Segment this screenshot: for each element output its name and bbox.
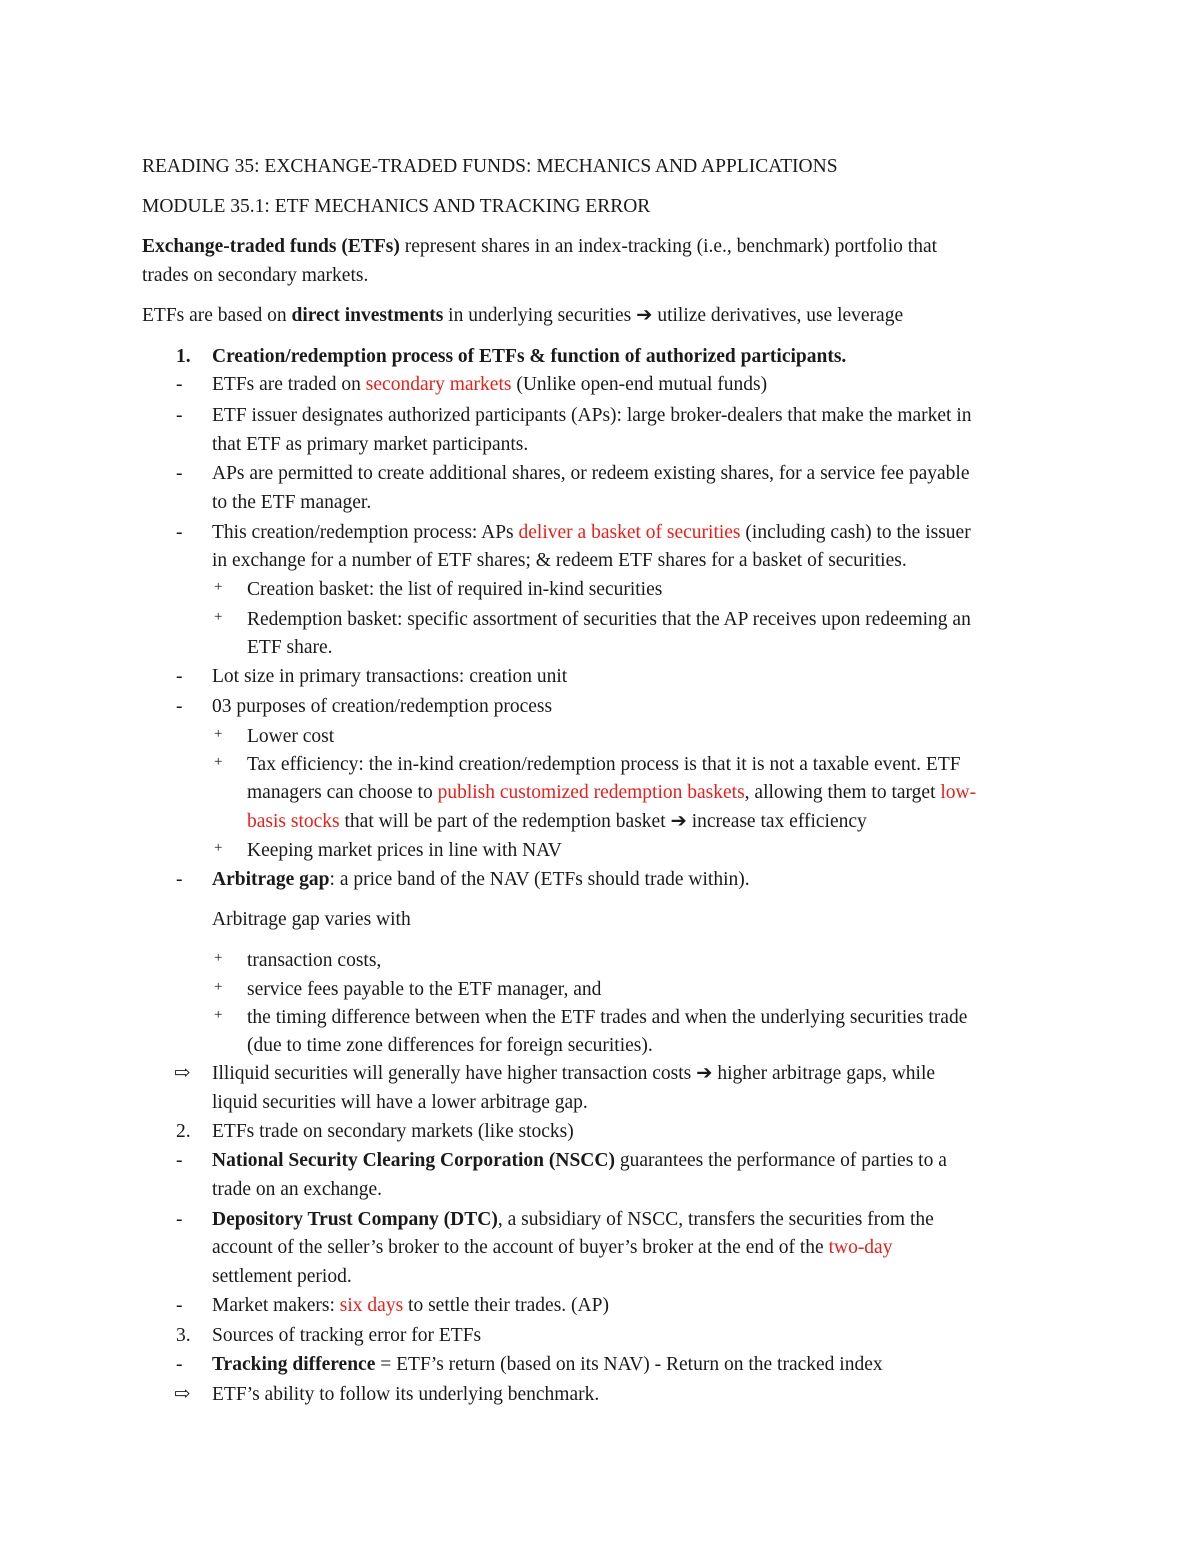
sub-redemption-basket-cont: ETF share. — [247, 637, 333, 658]
bullet-authorized-participants-cont: that ETF as primary market participants. — [212, 434, 529, 455]
module-title: MODULE 35.1: ETF MECHANICS AND TRACKING ERROR — [142, 196, 651, 217]
bullet-tracking-difference: Tracking difference = ETF’s return (based on its NAV) - Return on the tracked index — [212, 1354, 883, 1375]
plus-bullet: + — [214, 609, 223, 625]
dash-bullet: - — [176, 696, 183, 717]
dash-bullet: - — [176, 1209, 183, 1230]
dash-bullet: - — [176, 1295, 183, 1316]
intro-line-1 — [142, 237, 937, 257]
section-2-heading: ETFs trade on secondary markets (like stocks) — [212, 1121, 574, 1142]
purpose-lower-cost: Lower cost — [247, 726, 335, 747]
bullet-purposes: 03 purposes of creation/redemption process — [212, 696, 553, 717]
plus-bullet: + — [214, 840, 223, 856]
bullet-creation-process-cont: in exchange for a number of ETF shares; & redeem ETF shares for a basket of securities. — [212, 550, 907, 571]
plus-bullet: + — [214, 726, 223, 742]
dash-bullet: - — [176, 522, 183, 543]
direct-pre: ETFs are based on — [142, 305, 292, 326]
highlight-deliver-basket: deliver a basket of securities — [518, 522, 741, 543]
dash-bullet: - — [176, 1354, 183, 1375]
section-1-number: 1. — [176, 346, 191, 367]
etf-ability: ETF’s ability to follow its underlying benchmark. — [212, 1384, 600, 1405]
plus-bullet: + — [214, 979, 223, 995]
reading-title: READING 35: EXCHANGE-TRADED FUNDS: MECHANICS AND APPLICATIONS — [142, 156, 838, 177]
illiquid-securities: Illiquid securities will generally have higher transaction costs ➔ higher arbitrage gaps, while — [212, 1063, 936, 1084]
section-3-number: 3. — [176, 1325, 191, 1346]
varies-service-fees: service fees payable to the ETF manager, and — [247, 979, 602, 1000]
bullet-arbitrage-gap: Arbitrage gap: a price band of the NAV (ETFs should trade within). — [212, 869, 750, 890]
right-arrow-icon: ➔ — [636, 305, 653, 326]
section-3-heading: Sources of tracking error for ETFs — [212, 1325, 482, 1346]
dash-bullet: - — [176, 374, 183, 395]
highlight-basis-stocks: basis stocks — [247, 811, 340, 832]
bullet-lot-size: Lot size in primary transactions: creation unit — [212, 666, 568, 687]
purpose-tax-efficiency-line-2: managers can choose to publish customized redemption baskets, allowing them to target low- — [247, 782, 977, 803]
tracking-difference-term: Tracking difference — [212, 1354, 376, 1375]
varies-timing-difference: the timing difference between when the ETF trades and when the underlying securities trade — [247, 1007, 968, 1028]
intro-line-2: trades on secondary markets. — [142, 265, 369, 286]
varies-transaction-costs: transaction costs, — [247, 950, 382, 971]
sub-redemption-basket: Redemption basket: specific assortment of securities that the AP receives upon redeeming an — [247, 609, 971, 630]
bullet-dtc: Depository Trust Company (DTC), a subsidiary of NSCC, transfers the securities from the — [212, 1209, 934, 1230]
plus-bullet: + — [214, 1007, 223, 1023]
purpose-market-prices: Keeping market prices in line with NAV — [247, 840, 562, 861]
highlight-six-days: six days — [339, 1295, 404, 1316]
nscc-term: National Security Clearing Corporation (NSCC) — [212, 1150, 615, 1171]
dash-bullet: - — [176, 666, 183, 687]
etf-definition: represent shares in an index-tracking (i.e., benchmark) portfolio that — [399, 236, 938, 257]
direct-post: utilize derivatives, use leverage — [652, 305, 904, 326]
highlight-customized-baskets: publish customized redemption baskets — [437, 782, 745, 803]
bullet-dtc-line-2: account of the seller’s broker to the account of buyer’s broker at the end of the two-day — [212, 1237, 893, 1258]
hollow-arrow-icon: ⇨ — [174, 1063, 191, 1084]
right-arrow-icon: ➔ — [696, 1063, 713, 1084]
dash-bullet: - — [176, 405, 183, 426]
bullet-authorized-participants: ETF issuer designates authorized participants (APs): large broker-dealers that make the market in — [212, 405, 972, 426]
bullet-secondary-markets: ETFs are traded on secondary markets (Unlike open-end mutual funds) — [212, 374, 768, 395]
dash-bullet: - — [176, 463, 183, 484]
bullet-aps-permitted: APs are permitted to create additional shares, or redeem existing shares, for a service fee payable — [212, 463, 970, 484]
illiquid-securities-cont: liquid securities will have a lower arbitrage gap. — [212, 1092, 588, 1113]
arbitrage-varies: Arbitrage gap varies with — [212, 909, 411, 930]
bullet-aps-permitted-cont: to the ETF manager. — [212, 492, 372, 513]
bullet-dtc-line-3: settlement period. — [212, 1266, 352, 1287]
direct-investments-line — [142, 306, 903, 326]
bullet-nscc-cont: trade on an exchange. — [212, 1179, 382, 1200]
arbitrage-gap-term: Arbitrage gap — [212, 869, 330, 890]
purpose-tax-efficiency: Tax efficiency: the in-kind creation/redemption process is that it is not a taxable event. ETF — [247, 754, 961, 775]
direct-mid: in underlying securities — [443, 305, 637, 326]
plus-bullet: + — [214, 579, 223, 595]
dtc-term: Depository Trust Company (DTC) — [212, 1209, 498, 1230]
plus-bullet: + — [214, 754, 223, 770]
sub-creation-basket: Creation basket: the list of required in-kind securities — [247, 579, 663, 600]
bullet-creation-process: This creation/redemption process: APs deliver a basket of securities (including cash) to the issuer — [212, 522, 971, 543]
plus-bullet: + — [214, 950, 223, 966]
right-arrow-icon: ➔ — [670, 811, 687, 832]
dash-bullet: - — [176, 869, 183, 890]
section-2-number: 2. — [176, 1121, 191, 1142]
bullet-nscc: National Security Clearing Corporation (NSCC) guarantees the performance of parties to a — [212, 1150, 947, 1171]
etf-term: Exchange-traded funds (ETFs) — [142, 236, 400, 257]
dash-bullet: - — [176, 1150, 183, 1171]
highlight-two-day: two-day — [828, 1237, 893, 1258]
varies-timing-difference-cont: (due to time zone differences for foreign securities). — [247, 1035, 653, 1056]
purpose-tax-efficiency-line-3: basis stocks that will be part of the redemption basket ➔ increase tax efficiency — [247, 811, 867, 832]
direct-term: direct investments — [291, 305, 444, 326]
highlight-secondary-markets: secondary markets — [365, 374, 512, 395]
bullet-market-makers: Market makers: six days to settle their trades. (AP) — [212, 1295, 609, 1316]
highlight-low: low- — [940, 782, 977, 803]
section-1-heading: Creation/redemption process of ETFs & function of authorized participants. — [212, 346, 847, 367]
hollow-arrow-icon: ⇨ — [174, 1384, 191, 1405]
